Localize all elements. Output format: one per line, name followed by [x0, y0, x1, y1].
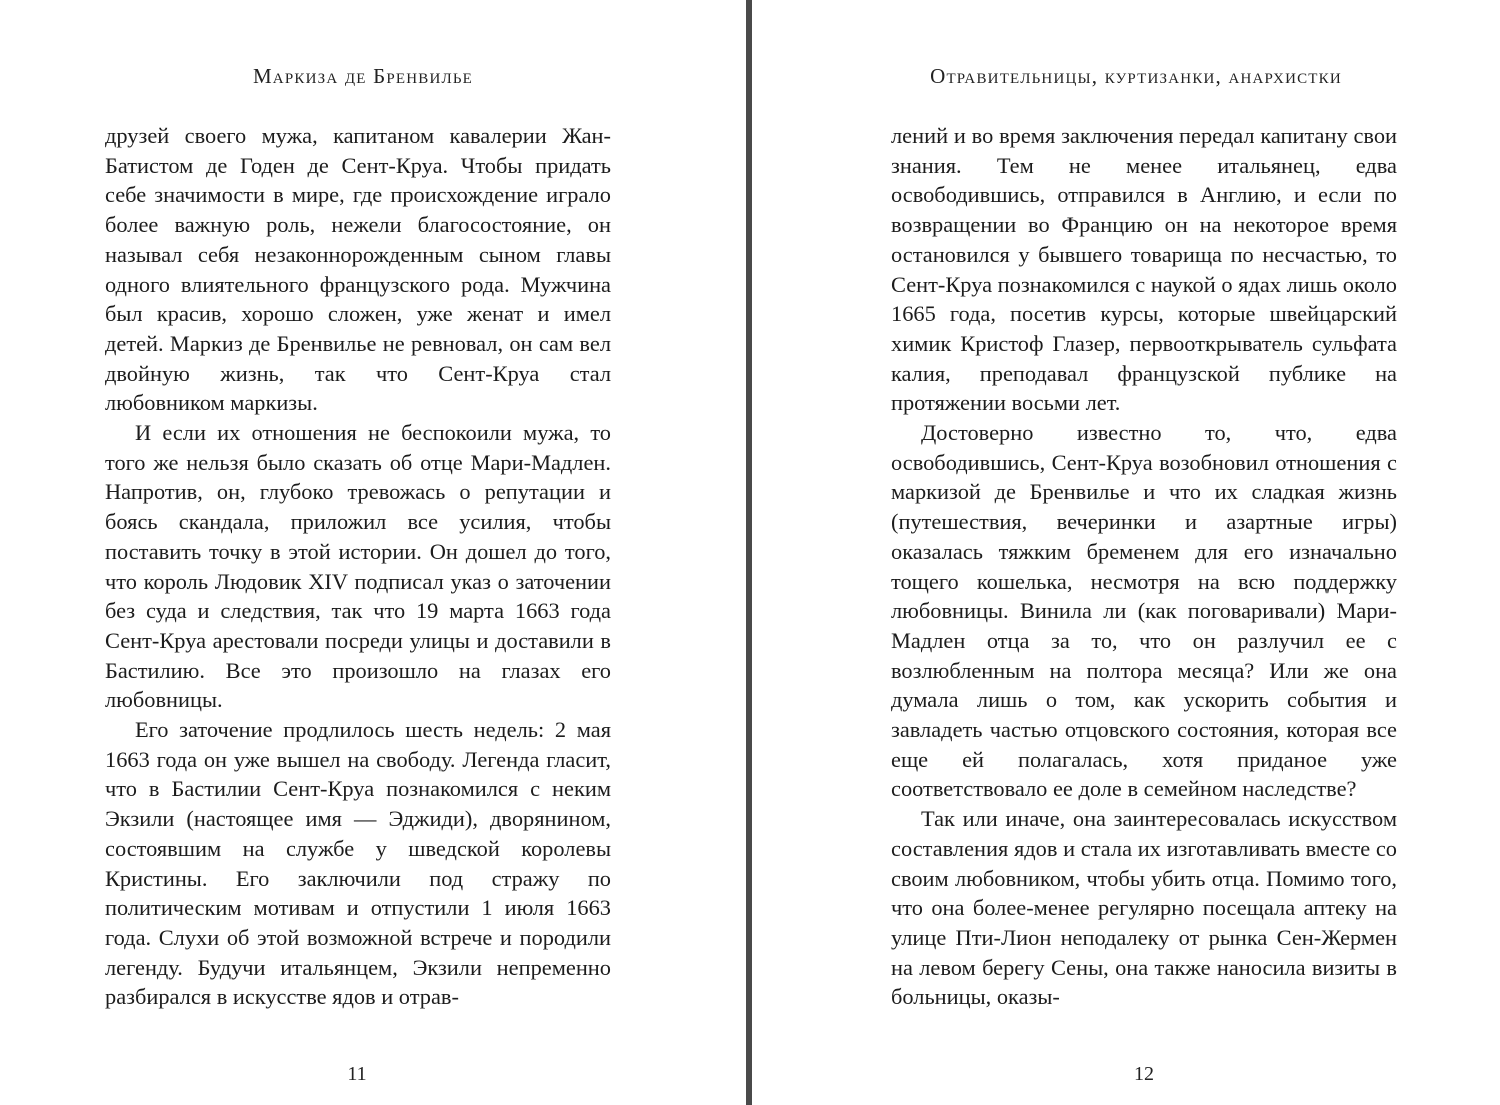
right-page — [752, 0, 1500, 1105]
running-head-left: Маркиза де Бренвилье — [252, 64, 474, 88]
left-page — [0, 0, 746, 1105]
page-number-right: 12 — [1134, 1063, 1154, 1085]
paragraph: Достоверно известно то, что, едва освободившись, Сент-Круа возобновил отношения с маркизой де Бренвилье и что их сладкая жизнь (путешествия, вечеринки и азартные игры) оказалась тяжким бременем для его изначально тощего кошелька, несмотря на всю поддержку любовницы. Винила ли (как поговаривали) Мари-Мадлен отца за то, что он разлучил ее с возлюбленным на полтора месяца? Или же она думала лишь о том, как ускорить события и завладеть частью отцовского состояния, которая все еще ей полагалась, хотя приданое уже соответствовало ее доле в семейном наследстве? — [891, 420, 1397, 802]
paragraph: друзей своего мужа, капитаном кавалерии Жан-Батистом де Годен де Сент-Круа. Чтобы придать себе значимости в мире, где происхождение играло более важную роль, нежели благосостояние, он называл себя незаконнорожденным сыном главы одного влиятельного французского рода. Мужчина был красив, хорошо сложен, уже женат и имел детей. Маркиз де Бренвилье не ревновал, он сам вел двойную жизнь, так что Сент-Круа стал любовником маркизы. — [105, 123, 611, 416]
paragraph: Так или иначе, она заинтересовалась искусством составления ядов и стала их изготавливать вместе со своим любовником, чтобы убить отца. Помимо того, что она более-менее регулярно посещала аптеку на улице Пти-Лион неподалеку от рынка Сен-Жермен на левом берегу Сены, она также наносила визиты в больницы, оказы- — [891, 806, 1397, 1010]
running-head-right: Отравительницы, куртизанки, анархистки — [930, 64, 1342, 88]
body-text-left — [105, 121, 611, 1012]
paragraph: лений и во время заключения передал капитану свои знания. Тем не менее итальянец, едва освободившись, отправился в Англию, и если по возвращении во Францию он на некоторое время остановился у бывшего товарища по несчастью, то Сент-Круа познакомился с наукой о ядах лишь около 1665 года, посетив курсы, которые швейцарский химик Кристоф Глазер, первооткрыватель сульфата калия, преподавал французской публике на протяжении восьми лет. — [891, 123, 1397, 416]
paragraph: Его заточение продлилось шесть недель: 2 мая 1663 года он уже вышел на свободу. Легенда гласит, что в Бастилии Сент-Круа познакомился с неким Экзили (настоящее имя — Эджиди), дворянином, состоявшим на службе у шведской королевы Кристины. Его заключили под стражу по политическим мотивам и отпустили 1 июля 1663 года. Слухи об этой возможной встрече и породили легенду. Будучи итальянцем, Экзили непременно разбирался в искусстве ядов и отрав- — [105, 717, 611, 1010]
page-number-left: 11 — [347, 1063, 367, 1085]
paragraph: И если их отношения не беспокоили мужа, то того же нельзя было сказать об отце Мари-Мадлен. Напротив, он, глубоко тревожась о репутации и боясь скандала, приложил все усилия, чтобы поставить точку в этой истории. Он дошел до того, что король Людовик XIV подписал указ о заточении без суда и следствия, так что 19 марта 1663 года Сент-Круа арестовали посреди улицы и доставили в Бастилию. Все это произошло на глазах его любовницы. — [105, 420, 611, 713]
body-text-right — [891, 121, 1397, 1012]
